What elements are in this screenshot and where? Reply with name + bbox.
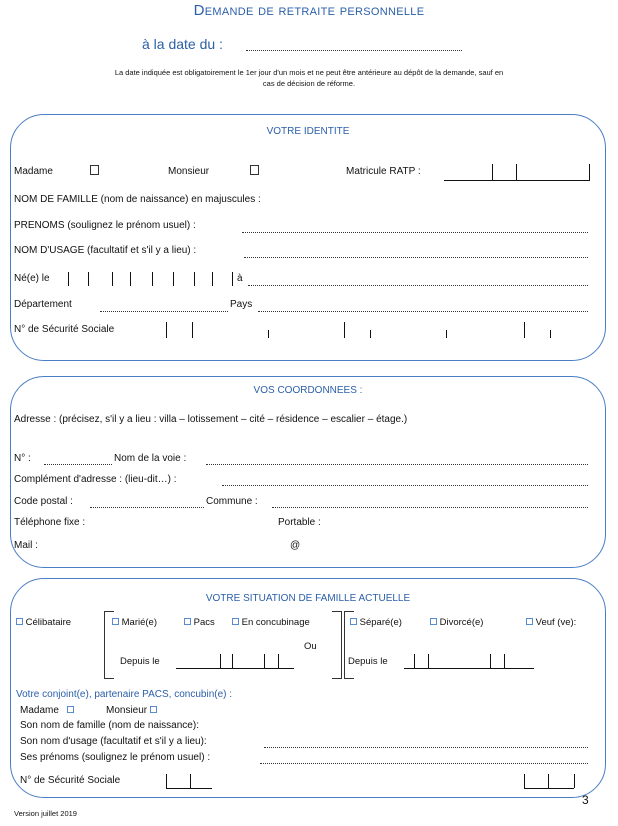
celibataire-option[interactable] bbox=[16, 617, 71, 628]
conjoint-madame-label: Madame bbox=[20, 705, 59, 716]
page-number: 3 bbox=[582, 793, 589, 807]
voie-label: Nom de la voie : bbox=[114, 453, 187, 464]
pacs-option[interactable] bbox=[184, 617, 215, 628]
veuf-option[interactable] bbox=[526, 617, 576, 628]
coordonnees-title: VOS COORDONNEES : bbox=[253, 385, 363, 396]
departement-field[interactable] bbox=[100, 311, 228, 312]
conjoint-monsieur-option[interactable] bbox=[106, 705, 157, 716]
date-field[interactable] bbox=[246, 50, 462, 51]
prenoms-field[interactable] bbox=[242, 232, 588, 233]
prenoms-label: PRENOMS (soulignez le prénom usuel) : bbox=[14, 220, 196, 231]
note-line-1: La date indiquée est obligatoirement le 1er jour d'un mois et ne peut être antérieure au dépôt de la demande, sauf en bbox=[114, 68, 504, 77]
celibataire-label: Célibataire bbox=[25, 617, 72, 628]
pays-label: Pays bbox=[230, 299, 253, 310]
ne-le-label: Né(e) le bbox=[14, 273, 50, 284]
nom-usage-label: NOM D'USAGE (facultatif et s'il y a lieu) : bbox=[14, 245, 197, 256]
page-title: Demande de retraite personnelle bbox=[193, 2, 425, 19]
depuis-le-label-2: Depuis le bbox=[348, 656, 388, 667]
marie-group-bracket-right bbox=[332, 611, 342, 679]
son-nom-usage-label: Son nom d'usage (facultatif et s'il y a lieu): bbox=[20, 736, 207, 747]
monsieur-label: Monsieur bbox=[168, 166, 210, 177]
coordonnees-section bbox=[10, 376, 606, 568]
son-nom-usage-field[interactable] bbox=[264, 747, 588, 748]
marie-label: Marié(e) bbox=[121, 617, 158, 628]
concubinage-checkbox[interactable] bbox=[232, 618, 239, 625]
separe-option[interactable] bbox=[350, 617, 402, 628]
commune-field[interactable] bbox=[272, 507, 588, 508]
conjoint-monsieur-label: Monsieur bbox=[106, 705, 148, 716]
famille-section bbox=[10, 578, 606, 798]
divorce-label: Divorcé(e) bbox=[439, 617, 484, 628]
tel-fixe-label: Téléphone fixe : bbox=[14, 517, 86, 528]
veuf-checkbox[interactable] bbox=[526, 618, 533, 625]
code-postal-label: Code postal : bbox=[14, 496, 73, 507]
secu-label: N° de Sécurité Sociale bbox=[14, 324, 115, 335]
pays-field[interactable] bbox=[258, 311, 588, 312]
pacs-label: Pacs bbox=[193, 617, 215, 628]
concubinage-label: En concubinage bbox=[241, 617, 310, 628]
birthplace-field[interactable] bbox=[248, 285, 588, 286]
nom-usage-field[interactable] bbox=[244, 257, 588, 258]
divorce-option[interactable] bbox=[430, 617, 483, 628]
departement-label: Département bbox=[14, 299, 72, 310]
version-label: Version juillet 2019 bbox=[14, 809, 77, 818]
marie-option[interactable] bbox=[112, 617, 157, 628]
ses-prenoms-label: Ses prénoms (soulignez le prénom usuel) : bbox=[20, 752, 211, 763]
complement-label: Complément d'adresse : (lieu-dit…) : bbox=[14, 474, 177, 485]
numero-field[interactable] bbox=[44, 464, 112, 465]
pacs-checkbox[interactable] bbox=[184, 618, 191, 625]
divorce-checkbox[interactable] bbox=[430, 618, 437, 625]
concubinage-option[interactable] bbox=[232, 617, 310, 628]
mail-label: Mail : bbox=[14, 540, 38, 551]
date-label: à la date du : bbox=[142, 36, 223, 52]
madame-label: Madame bbox=[14, 166, 53, 177]
celibataire-checkbox[interactable] bbox=[16, 618, 23, 625]
separe-label: Séparé(e) bbox=[359, 617, 402, 628]
conjoint-secu-label: N° de Sécurité Sociale bbox=[20, 775, 121, 786]
conjoint-madame-checkbox[interactable] bbox=[67, 706, 74, 713]
marie-checkbox[interactable] bbox=[112, 618, 119, 625]
identite-title: VOTRE IDENTITE bbox=[266, 126, 350, 137]
matricule-label: Matricule RATP : bbox=[346, 166, 421, 177]
nom-famille-label: NOM DE FAMILLE (nom de naissance) en majuscules : bbox=[14, 194, 261, 205]
depuis-le-label-1: Depuis le bbox=[120, 656, 160, 667]
portable-label: Portable : bbox=[278, 517, 321, 528]
adresse-label: Adresse : (précisez, s'il y a lieu : villa – lotissement – cité – résidence – escalier – étage.) bbox=[14, 414, 408, 425]
madame-checkbox[interactable] bbox=[90, 165, 99, 175]
madame-option[interactable] bbox=[14, 166, 53, 177]
numero-label: N° : bbox=[14, 453, 31, 464]
son-nom-famille-label: Son nom de famille (nom de naissance): bbox=[20, 720, 199, 731]
separe-checkbox[interactable] bbox=[350, 618, 357, 625]
code-postal-field[interactable] bbox=[90, 507, 204, 508]
complement-field[interactable] bbox=[222, 485, 588, 486]
conjoint-title: Votre conjoint(e), partenaire PACS, concubin(e) : bbox=[16, 689, 233, 700]
note-line-2: cas de décision de réforme. bbox=[262, 79, 356, 88]
at-sign: @ bbox=[290, 540, 301, 551]
conjoint-monsieur-checkbox[interactable] bbox=[150, 706, 157, 713]
voie-field[interactable] bbox=[206, 464, 588, 465]
veuf-label: Veuf (ve): bbox=[535, 617, 577, 628]
monsieur-option[interactable] bbox=[168, 166, 209, 177]
commune-label: Commune : bbox=[206, 496, 258, 507]
birthplace-label: à bbox=[237, 273, 243, 284]
ou-label: Ou bbox=[304, 641, 317, 652]
conjoint-madame-option[interactable] bbox=[20, 705, 74, 716]
famille-title: VOTRE SITUATION DE FAMILLE ACTUELLE bbox=[205, 593, 411, 604]
ses-prenoms-field[interactable] bbox=[260, 763, 588, 764]
monsieur-checkbox[interactable] bbox=[250, 165, 259, 175]
